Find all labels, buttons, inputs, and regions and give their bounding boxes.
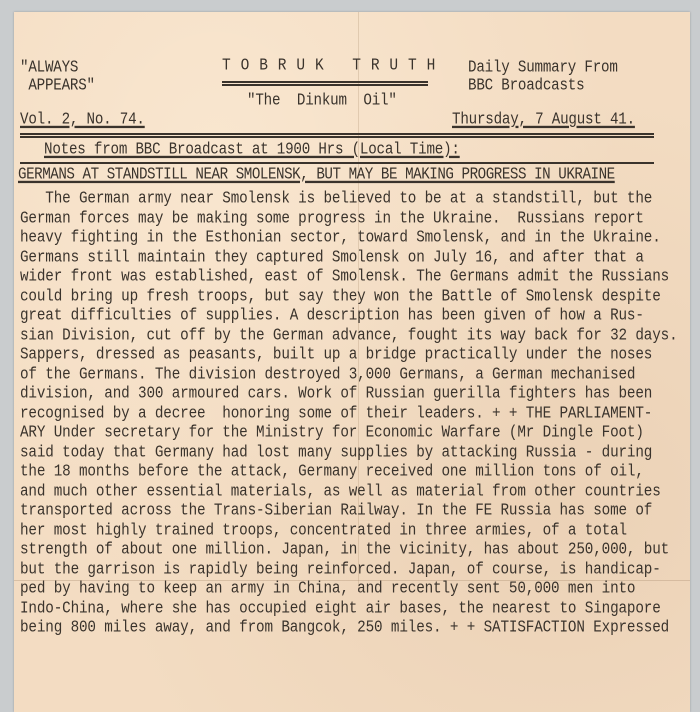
- summary-line-2: BBC Broadcasts: [468, 76, 585, 96]
- body-line: Germans still maintain they captured Smolensk on July 16, and after that a: [20, 248, 644, 267]
- body-line: heavy fighting in the Esthonian sector, toward Smolensk, and in the Ukraine.: [20, 229, 661, 248]
- masthead-rule-2: [222, 84, 428, 86]
- body-line: said today that Germany had lost many supplies by attacking Russia - during: [20, 443, 653, 462]
- notes-heading: Notes from BBC Broadcast at 1900 Hrs (Local Time):: [44, 140, 460, 160]
- body-line: wider front was established, east of Smolensk. The Germans admit the Russians: [20, 268, 670, 287]
- headline: GERMANS AT STANDSTILL NEAR SMOLENSK, BUT MAY BE MAKING PROGRESS IN UKRAINE: [18, 165, 615, 185]
- header-rule-1: [20, 133, 654, 135]
- body-line: German forces may be making some progress in the Ukraine. Russians report: [20, 209, 644, 228]
- body-line: recognised by a decree honoring some of their leaders. + + THE PARLIAMENT-: [20, 404, 653, 423]
- masthead-rule-1: [222, 81, 428, 83]
- masthead-subtitle: "The Dinkum Oil": [247, 91, 397, 111]
- summary-line-1: Daily Summary From: [468, 58, 618, 78]
- notes-rule: [20, 162, 654, 164]
- body-line: division, and 300 armoured cars. Work of Russian guerilla fighters has been: [20, 385, 653, 404]
- header-rule-2: [20, 136, 654, 138]
- body-line: transported across the Trans-Siberian Railway. In the FE Russia has some of: [20, 502, 653, 521]
- body-line: her most highly trained troops, concentrated in three armies, of a total: [20, 521, 627, 540]
- body-line: but the garrison is rapidly being reinforced. Japan, of course, is handicap-: [20, 560, 661, 579]
- body-line: the 18 months before the attack, Germany received one million tons of oil,: [20, 463, 644, 482]
- body-line: ped by having to keep an army in China, and recently sent 50,000 men into: [20, 580, 636, 599]
- body-line: of the Germans. The division destroyed 3,000 Germans, a German mechanised: [20, 365, 636, 384]
- body-line: The German army near Smolensk is believed to be at a standstill, but the: [20, 190, 653, 209]
- motto-line-1: "ALWAYS: [20, 58, 79, 78]
- body-line: great difficulties of supplies. A description has been given of how a Rus-: [20, 307, 644, 326]
- issue-date: Thursday, 7 August 41.: [452, 110, 635, 130]
- body-line: and much other essential materials, as well as material from other countries: [20, 482, 661, 501]
- body-line: Indo-China, where she has occupied eight air bases, the nearest to Singapore: [20, 599, 661, 618]
- body-line: ARY Under secretary for the Ministry for Economic Warfare (Mr Dingle Foot): [20, 424, 644, 443]
- volume-number: Vol. 2, No. 74.: [20, 110, 145, 130]
- body-line: Sappers, dressed as peasants, built up a bridge practically under the noses: [20, 346, 653, 365]
- motto-line-2: APPEARS": [20, 76, 95, 96]
- masthead-title: T O B R U K T R U T H: [222, 56, 436, 76]
- newsletter-page: [14, 12, 690, 712]
- body-line: could bring up fresh troops, but say they won the Battle of Smolensk despite: [20, 287, 661, 306]
- body-line: sian Division, cut off by the German advance, fought its way back for 32 days.: [20, 326, 678, 345]
- body-line: strength of about one million. Japan, in the vicinity, has about 250,000, but: [20, 541, 670, 560]
- body-line: being 800 miles away, and from Bangcok, 250 miles. + + SATISFACTION Expressed: [20, 619, 670, 638]
